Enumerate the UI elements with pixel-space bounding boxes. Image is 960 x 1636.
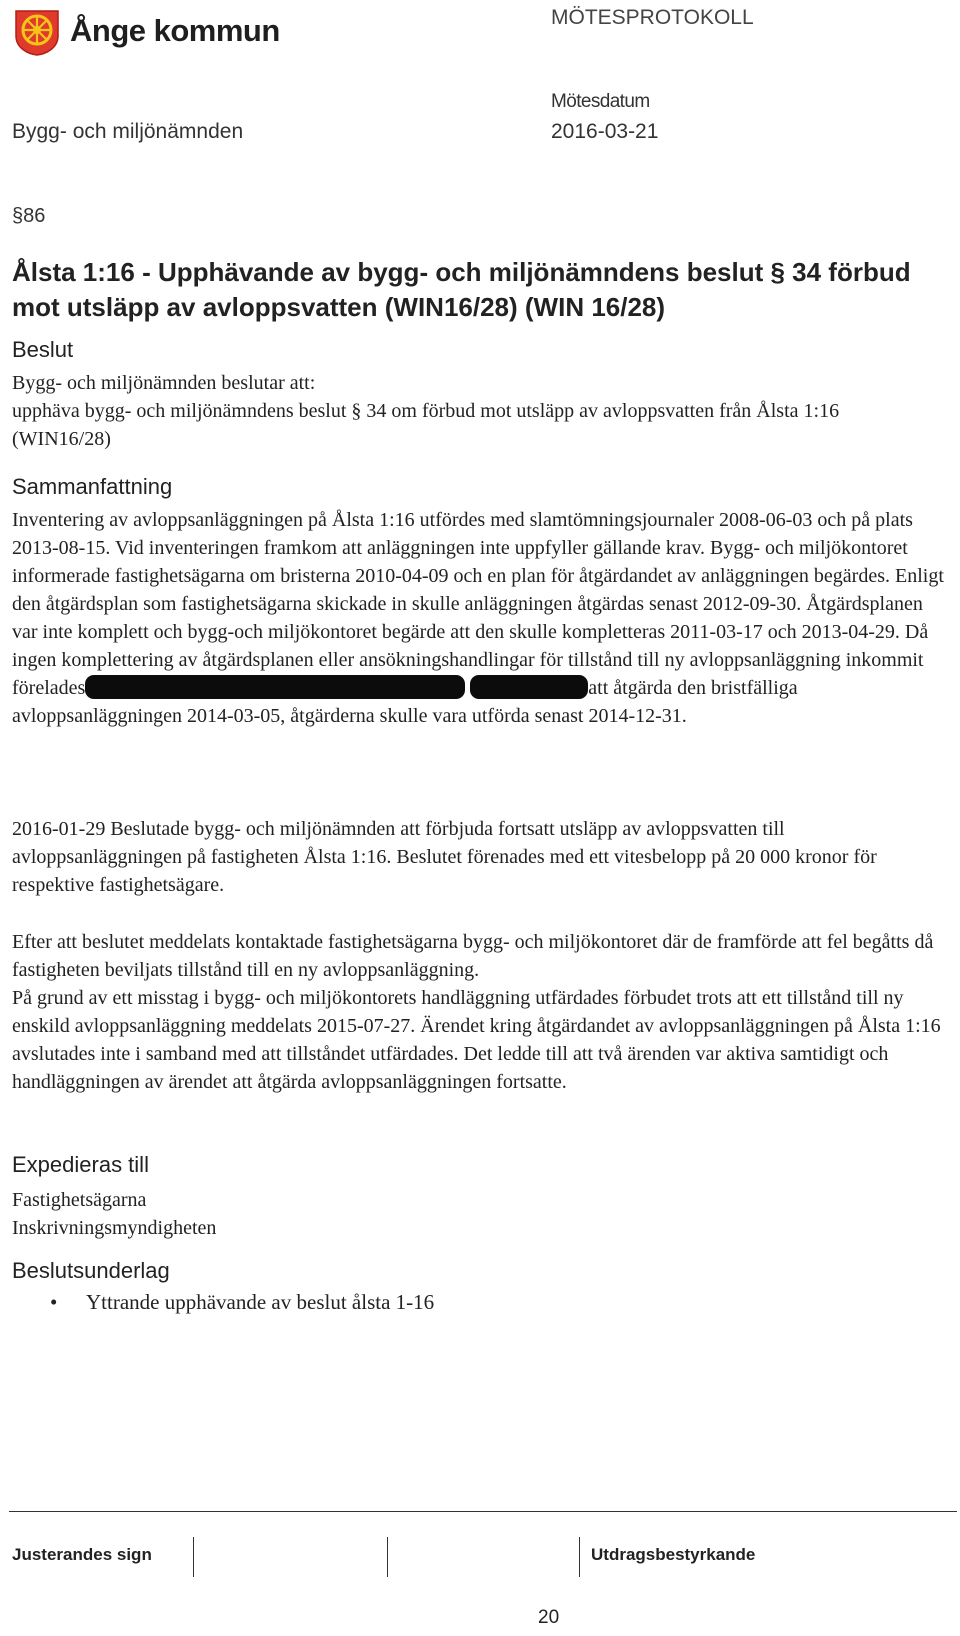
contact-paragraph: Efter att beslutet meddelats kontaktade fastighetsägarna bygg- och miljökontoret där de framförde att fel begåtts då fastigheten beviljats tillstånd till en ny avloppsanläggning. bbox=[12, 931, 934, 981]
summary-text-continued: att åtgärda den bristfälliga avloppsanläggningen 2014-03-05, åtgärderna skulle vara utförda senast 2014-12-31. bbox=[12, 677, 798, 727]
bullet-icon: • bbox=[50, 1290, 58, 1314]
beslut-decision: upphäva bygg- och miljönämndens beslut § 34 om förbud mot utsläpp av avloppsvatten från Ålsta 1:16 (WIN16/28) bbox=[12, 400, 840, 450]
beslut-heading: Beslut bbox=[12, 337, 74, 362]
redaction-block bbox=[470, 675, 588, 699]
mistake-paragraph: På grund av ett misstag i bygg- och miljökontorets handläggning utfärdades förbudet trots att ett tillstånd till ny enskild avloppsanläggning meddelats 2015-07-27. Ärendet kring åtgärdandet av avloppsanläggningen på Ålsta 1:16 avslutades inte i samband med att tillståndet utfärdades. Det ledde till att två ärenden var aktiva samtidigt och handläggningen av ärendet att åtgärda avloppsanläggningen fortsatte. bbox=[12, 987, 941, 1093]
org-name: Ånge kommun bbox=[70, 13, 280, 48]
redaction-block bbox=[85, 675, 465, 699]
logo bbox=[12, 6, 280, 56]
meeting-date: 2016-03-21 bbox=[551, 120, 659, 143]
board-name: Bygg- och miljönämnden bbox=[12, 120, 244, 143]
summary-paragraph bbox=[12, 506, 947, 730]
decision-history-paragraph: 2016-01-29 Beslutade bygg- och miljönämnden att förbjuda fortsatt utsläpp av avloppsvatten till avloppsanläggningen på fastigheten Ålsta 1:16. Beslutet förenades med ett vitesbelopp på 20 000 kronor för respektive fastighetsägare. bbox=[12, 818, 877, 896]
page-number: 20 bbox=[538, 1607, 560, 1628]
beslutsunderlag-heading: Beslutsunderlag bbox=[12, 1258, 170, 1283]
meeting-date-label: Mötesdatum bbox=[551, 91, 650, 112]
municipality-emblem-icon bbox=[12, 6, 62, 56]
signature-box-divider bbox=[579, 1537, 580, 1577]
recipient-item: Fastighetsägarna bbox=[12, 1189, 147, 1211]
attachment-name: Yttrande upphävande av beslut ålsta 1-16 bbox=[86, 1290, 435, 1314]
page-title: Ålsta 1:16 - Upphävande av bygg- och miljönämndens beslut § 34 förbud mot utsläpp av avloppsvatten (WIN16/28) (WIN 16/28) bbox=[12, 257, 911, 322]
expedieras-heading: Expedieras till bbox=[12, 1152, 149, 1177]
document-type: MÖTESPROTOKOLL bbox=[551, 6, 754, 29]
recipient-item: Inskrivningsmyndigheten bbox=[12, 1217, 217, 1239]
utdragsbestyrkande-label: Utdragsbestyrkande bbox=[591, 1545, 756, 1564]
justerandes-sign-label: Justerandes sign bbox=[12, 1545, 152, 1564]
signature-box-divider bbox=[193, 1537, 194, 1577]
footer-divider bbox=[9, 1511, 957, 1512]
section-number: §86 bbox=[12, 205, 46, 227]
signature-box-divider bbox=[387, 1537, 388, 1577]
list-item bbox=[50, 1290, 434, 1315]
beslut-line: Bygg- och miljönämnden beslutar att: bbox=[12, 372, 316, 394]
sammanfattning-heading: Sammanfattning bbox=[12, 474, 173, 499]
summary-text: Inventering av avloppsanläggningen på Ålsta 1:16 utfördes med slamtömningsjournaler 2008-06-03 och på plats 2013-08-15. Vid inventeringen framkom att anläggningen inte uppfyller gällande krav. Bygg- och miljökontoret informerade fastighetsägarna om bristerna 2010-04-09 och en plan för åtgärdandet av anläggningen begärdes. Enligt den åtgärdsplan som fastighetsägarna skickade in skulle anläggningen åtgärdas senast 2012-09-30. Åtgärdsplanen var inte komplett och bygg-och miljökontoret begärde att den skulle kompletteras 2011-03-17 och 2013-04-29. Då ingen komplettering av åtgärdsplanen eller ansökningshandlingar för tillstånd till ny avloppsanläggning inkommit förelades bbox=[12, 509, 944, 699]
